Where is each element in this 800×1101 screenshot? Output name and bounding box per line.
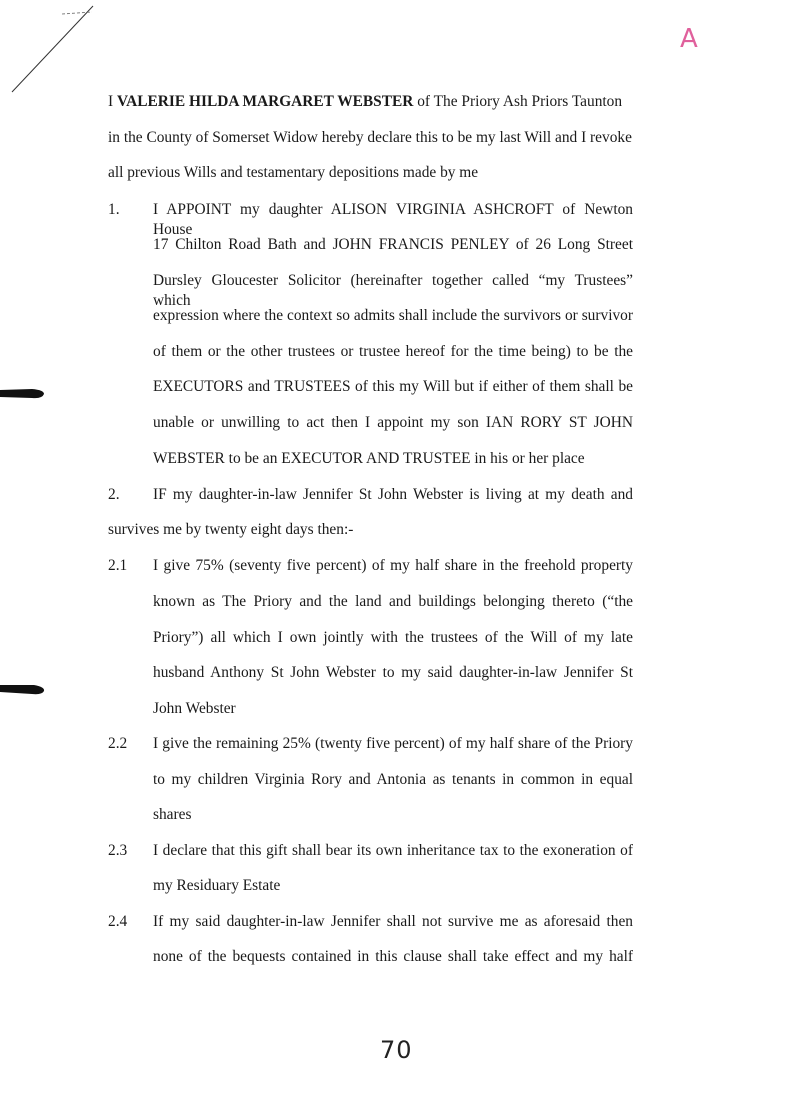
clause-line: I give the remaining 25% (twenty five percent) of my half share of the Priory (153, 735, 633, 752)
clause-number: 1. (108, 201, 120, 218)
clause-number: 2.3 (108, 842, 128, 859)
clause-number: 2.4 (108, 913, 128, 930)
clause-line: none of the bequests contained in this clause shall take effect and my half (153, 948, 633, 965)
binding-hole-mark (0, 384, 46, 402)
intro-line-1: I VALERIE HILDA MARGARET WEBSTER of The Priory Ash Priors Taunton (108, 93, 623, 110)
clause-line: I APPOINT my daughter ALISON VIRGINIA ASHCROFT of Newton House (153, 201, 633, 238)
clause-line: unable or unwilling to act then I appoint my son IAN RORY ST JOHN (153, 414, 633, 431)
intro-line-2: in the County of Somerset Widow hereby declare this to be my last Will and I revoke (108, 129, 632, 146)
clause-line: husband Anthony St John Webster to my said daughter-in-law Jennifer St (153, 664, 633, 681)
corner-scan-mark (0, 0, 100, 100)
clause-number: 2.1 (108, 557, 128, 574)
clause-line: I declare that this gift shall bear its own inheritance tax to the exoneration of (153, 842, 633, 859)
clause-line: If my said daughter-in-law Jennifer shall not survive me as aforesaid then (153, 913, 633, 930)
clause-line: Priory”) all which I own jointly with the trustees of the Will of my late (153, 629, 633, 646)
clause-line: my Residuary Estate (153, 877, 281, 894)
clause-line: of them or the other trustees or trustee hereof for the time being) to be the (153, 343, 633, 360)
testator-name: VALERIE HILDA MARGARET WEBSTER (117, 93, 414, 110)
clause-line: WEBSTER to be an EXECUTOR AND TRUSTEE in his or her place (153, 450, 585, 467)
binding-hole-mark (0, 680, 46, 698)
clause-line: known as The Priory and the land and buildings belonging thereto (“the (153, 593, 633, 610)
intro-line-3: all previous Wills and testamentary depositions made by me (108, 164, 479, 181)
clause-line: Dursley Gloucester Solicitor (hereinafter together called “my Trustees” which (153, 272, 633, 309)
clause-line: expression where the context so admits shall include the survivors or survivor (153, 307, 633, 324)
clause-line: shares (153, 806, 192, 823)
clause-line: to my children Virginia Rory and Antonia as tenants in common in equal (153, 771, 633, 788)
exhibit-marker: A (680, 24, 698, 54)
clause-line: I give 75% (seventy five percent) of my half share in the freehold property (153, 557, 633, 574)
clause-line: survives me by twenty eight days then:- (108, 521, 354, 538)
clause-line: 17 Chilton Road Bath and JOHN FRANCIS PENLEY of 26 Long Street (153, 236, 633, 253)
clause-line: EXECUTORS and TRUSTEES of this my Will but if either of them shall be (153, 378, 633, 395)
clause-line: IF my daughter-in-law Jennifer St John Webster is living at my death and (153, 486, 633, 503)
clause-number: 2. (108, 486, 120, 503)
handwritten-page-number: 70 (380, 1036, 413, 1064)
clause-line: John Webster (153, 700, 236, 717)
clause-number: 2.2 (108, 735, 128, 752)
